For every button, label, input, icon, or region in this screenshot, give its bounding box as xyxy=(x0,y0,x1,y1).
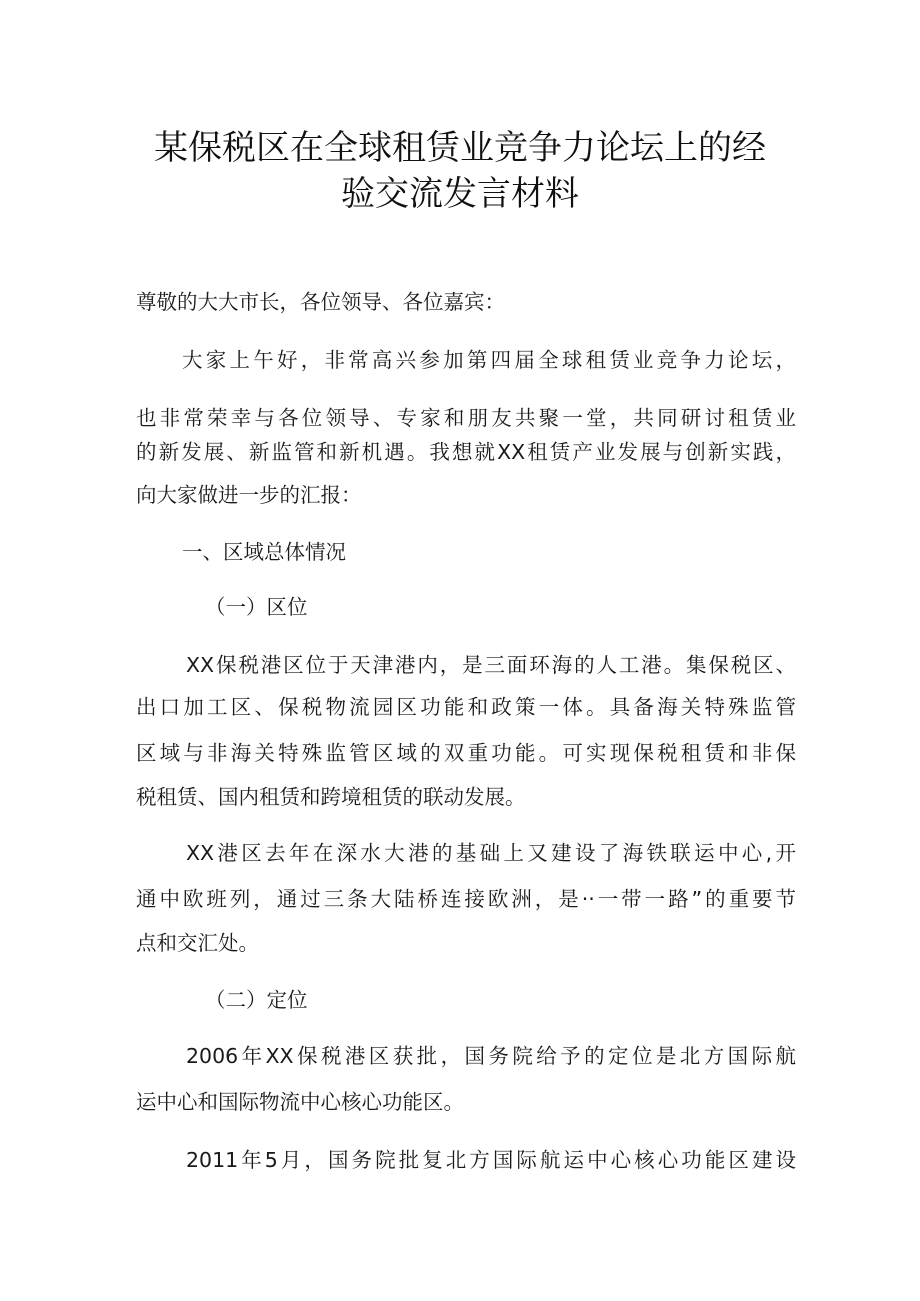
document-title-line-1: 某保税区在全球租赁业竞争力论坛上的经 xyxy=(154,128,766,168)
paragraph-3-line-1: XX港区去年在深水大港的基础上又建设了海铁联运中心,开 xyxy=(186,841,796,865)
paragraph-2-line-4: 税租赁、国内租赁和跨境租赁的联动发展。 xyxy=(136,785,526,809)
document-title-line-2: 验交流发言材料 xyxy=(341,174,579,214)
paragraph-2-line-2: 出口加工区、保税物流园区功能和政策一体。具备海关特殊监管 xyxy=(136,695,796,719)
paragraph-3-line-3: 点和交汇处。 xyxy=(136,931,259,955)
paragraph-1-line-2: 也非常荣幸与各位领导、专家和朋友共聚一堂，共同研讨租赁业 xyxy=(136,406,796,430)
paragraph-1-line-3: 的新发展、新监管和新机遇。我想就XX租赁产业发展与创新实践， xyxy=(136,440,796,464)
section-heading-1: 一、区域总体情况 xyxy=(182,540,346,564)
subsection-heading-1: （一）区位 xyxy=(205,595,308,619)
salutation: 尊敬的大大市长，各位领导、各位嘉宾： xyxy=(136,290,505,314)
paragraph-2-line-3: 区域与非海关特殊监管区域的双重功能。可实现保税租赁和非保 xyxy=(136,741,796,765)
subsection-heading-2: （二）定位 xyxy=(205,988,308,1012)
paragraph-4-line-1: 2006年XX保税港区获批，国务院给予的定位是北方国际航 xyxy=(186,1044,796,1068)
paragraph-3-line-2: 通中欧班列，通过三条大陆桥连接欧洲，是··一带一路”的重要节 xyxy=(136,887,796,911)
paragraph-4-line-2: 运中心和国际物流中心核心功能区。 xyxy=(136,1090,464,1114)
paragraph-1-line-1: 大家上午好，非常高兴参加第四届全球租赁业竞争力论坛， xyxy=(182,348,796,372)
paragraph-5-line-1: 2011年5月，国务院批复北方国际航运中心核心功能区建设 xyxy=(186,1148,796,1172)
paragraph-2-line-1: XX保税港区位于天津港内，是三面环海的人工港。集保税区、 xyxy=(186,653,796,677)
paragraph-1-line-4: 向大家做进一步的汇报： xyxy=(136,483,362,507)
